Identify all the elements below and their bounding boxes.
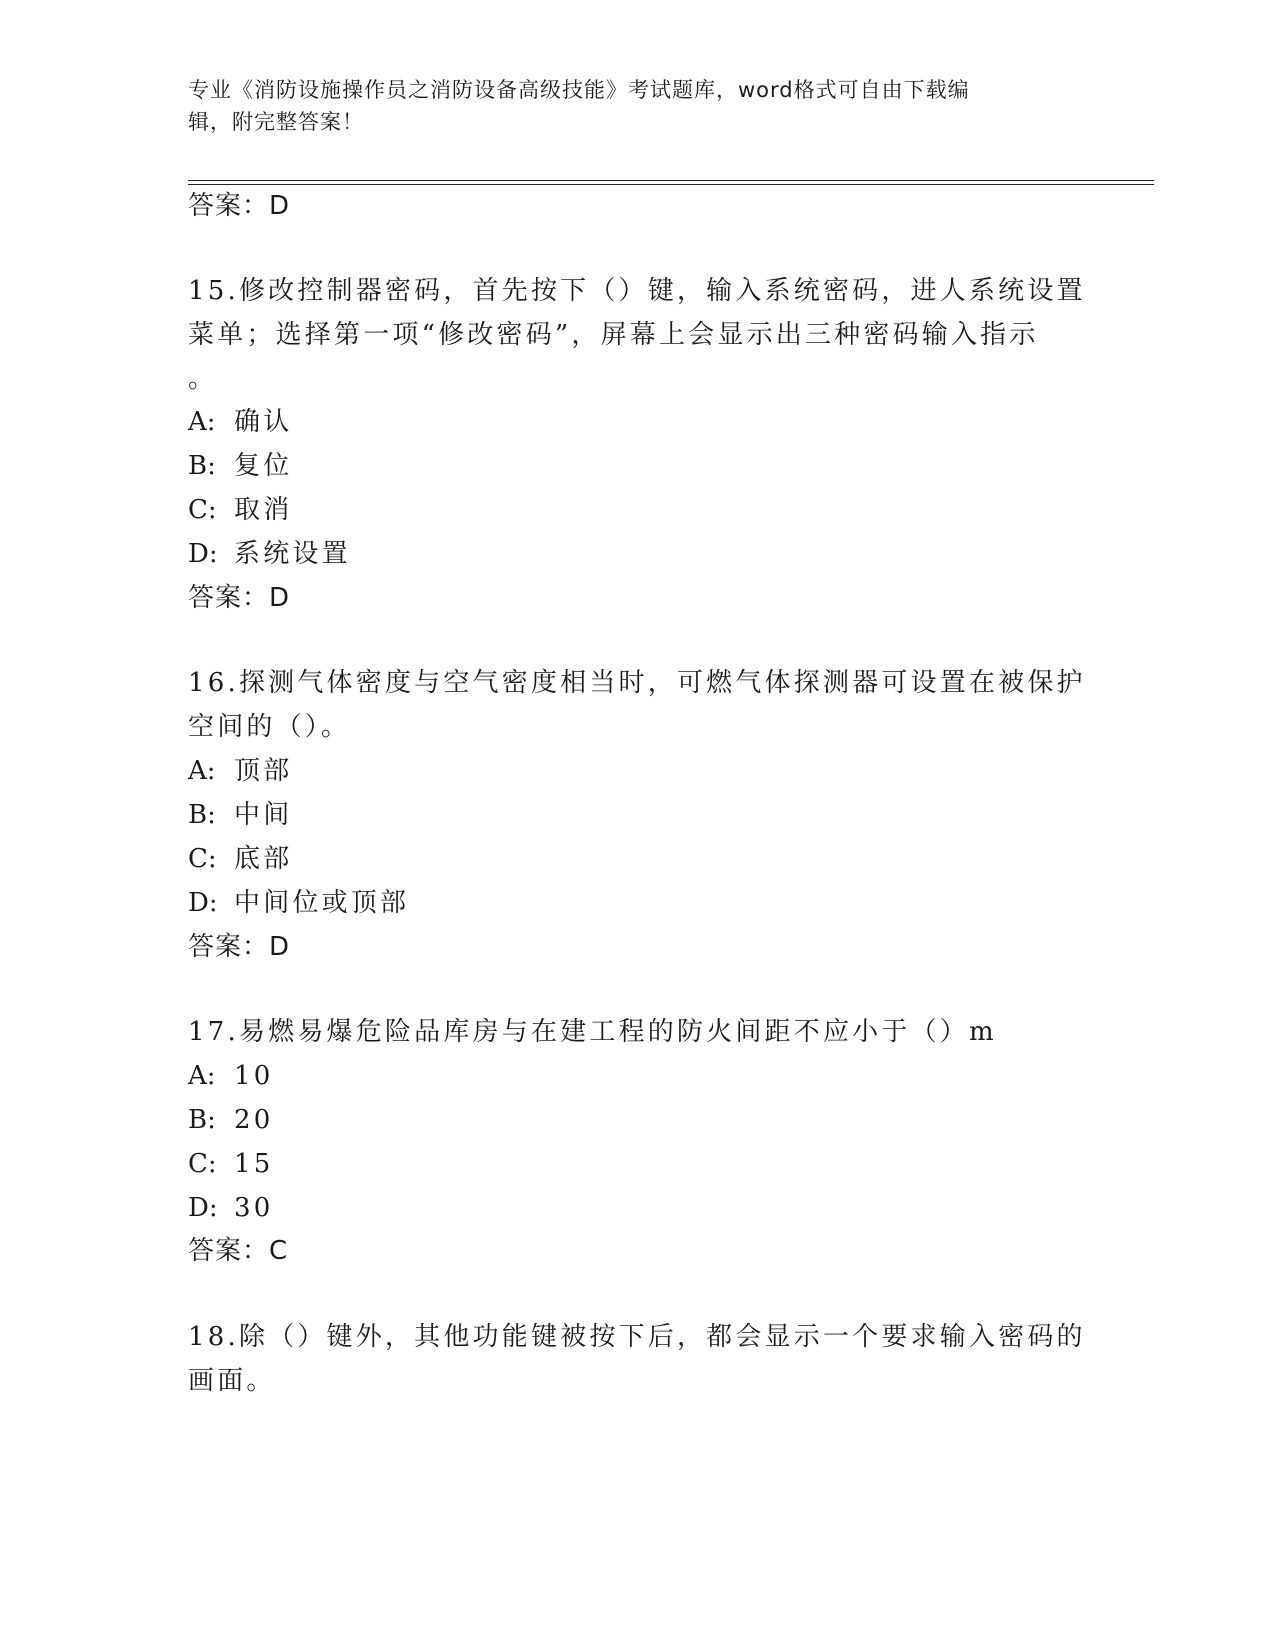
question-16-option-d (188, 888, 409, 918)
answer-label: 答案： (188, 191, 270, 221)
question-16-option-b (188, 800, 292, 830)
option-text: 复位 (234, 451, 293, 481)
question-17-option-b (188, 1105, 273, 1135)
question-15-option-b (188, 451, 292, 481)
question-16-option-c (188, 844, 292, 874)
option-text: 中间位或顶部 (234, 888, 410, 918)
option-letter: A: (188, 756, 216, 786)
option-letter: D: (188, 539, 218, 569)
question-15-line-3: 。 (188, 364, 218, 394)
option-text: 取消 (234, 495, 293, 525)
question-15-option-c (188, 495, 292, 525)
question-15-answer (188, 583, 290, 613)
option-letter: B: (188, 451, 216, 481)
question-18-line-1: 18.除（）键外，其他功能键被按下后，都会显示一个要求输入密码的 (188, 1322, 1086, 1352)
question-18-line-2: 画面。 (188, 1366, 276, 1396)
option-text: 15 (234, 1149, 274, 1179)
answer-value: C (269, 1236, 289, 1266)
option-text: 中间 (234, 800, 293, 830)
answer-value: D (269, 932, 291, 962)
question-16-line-1: 16.探测气体密度与空气密度相当时，可燃气体探测器可设置在被保护 (188, 668, 1086, 698)
option-letter: A: (188, 407, 216, 437)
option-letter: C: (188, 1149, 217, 1179)
question-17-answer (188, 1236, 288, 1266)
question-17-option-a (188, 1061, 273, 1091)
option-letter: D: (188, 1193, 218, 1223)
header-divider-bottom (188, 184, 1154, 185)
option-text: 30 (234, 1193, 274, 1223)
option-text: 底部 (234, 844, 293, 874)
option-letter: A: (188, 1061, 216, 1091)
option-letter: D: (188, 888, 218, 918)
question-15-line-1: 15.修改控制器密码，首先按下（）键，输入系统密码，进人系统设置 (188, 276, 1086, 306)
option-letter: C: (188, 844, 217, 874)
question-17-option-c (188, 1149, 273, 1179)
question-17-line-1: 17.易燃易爆危险品库房与在建工程的防火间距不应小于（）m (188, 1017, 997, 1047)
question-15-option-d (188, 539, 351, 569)
option-text: 20 (234, 1105, 274, 1135)
question-15-option-a (188, 407, 292, 437)
prev-answer-line (188, 191, 290, 221)
header-line-2: 辑，附完整答案！ (188, 110, 364, 134)
option-text: 系统设置 (234, 539, 351, 569)
question-16-line-2: 空间的（）。 (188, 712, 351, 742)
option-letter: C: (188, 495, 217, 525)
header-line-1: 专业《消防设施操作员之消防设备高级技能》考试题库，word格式可自由下载编 (188, 78, 970, 102)
option-text: 10 (234, 1061, 274, 1091)
option-text: 顶部 (234, 756, 293, 786)
answer-value: D (269, 583, 291, 613)
answer-label: 答案： (188, 1236, 270, 1266)
answer-value: D (269, 191, 291, 221)
document-header (188, 74, 1068, 138)
option-text: 确认 (234, 407, 293, 437)
answer-label: 答案： (188, 932, 270, 962)
answer-label: 答案： (188, 583, 270, 613)
option-letter: B: (188, 800, 216, 830)
question-16-option-a (188, 756, 292, 786)
question-15-line-2: 菜单；选择第一项“修改密码”，屏幕上会显示出三种密码输入指示 (188, 320, 1039, 350)
header-divider-top (188, 180, 1154, 181)
question-16-answer (188, 932, 290, 962)
option-letter: B: (188, 1105, 216, 1135)
question-17-option-d (188, 1193, 273, 1223)
